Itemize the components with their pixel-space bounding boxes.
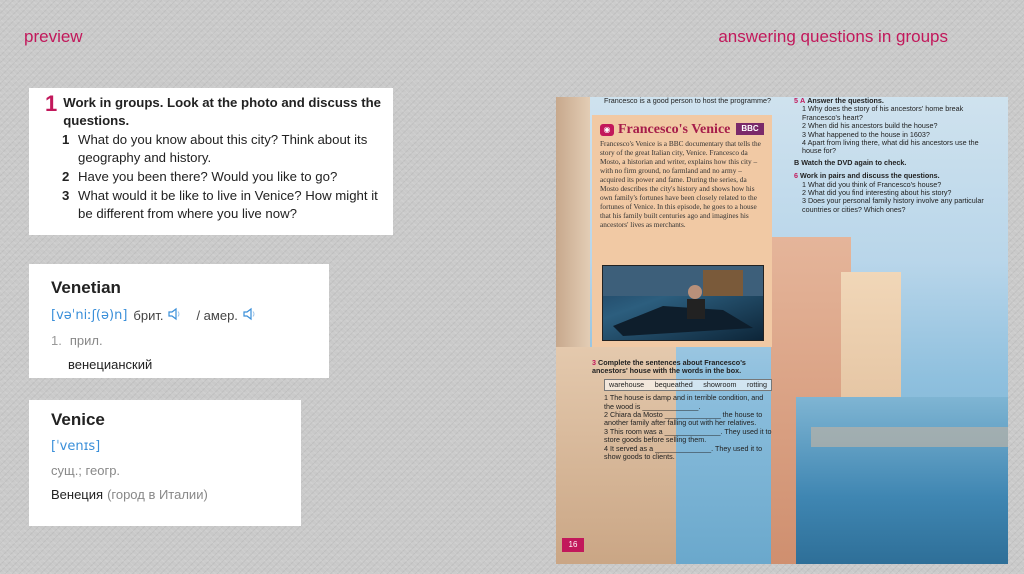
canal-water <box>796 397 1008 564</box>
pronunciation-row <box>51 307 329 324</box>
question-number: 2 <box>62 169 70 184</box>
word: bequeathed <box>654 379 693 389</box>
video-icon: ◉ <box>600 124 614 136</box>
exercise-item: 1 The house is damp and in terrible condition, and the wood is ______________. <box>604 393 764 411</box>
task-heading <box>45 91 385 130</box>
task-instruction: Work in groups. Look at the photo and discuss the questions. <box>63 95 381 128</box>
translation: венецианский <box>68 357 153 372</box>
distant-city <box>811 427 1008 447</box>
bbc-logo: BBC <box>736 123 764 135</box>
question-text: Have you been there? Would you like to go? <box>78 169 338 184</box>
transcription: [ˈvenɪs] <box>51 439 101 454</box>
exercise-item: 4 It served as a ______________. They used it to show goods to clients. <box>604 443 763 462</box>
exercise-number: 5 <box>794 97 798 105</box>
speaker-icon[interactable] <box>243 307 259 324</box>
question-text: What do you know about this city? Think about its geography and history. <box>78 132 368 165</box>
question-text: What would it be like to live in Venice? How might it be different from where you live now? <box>78 188 378 221</box>
brit-label: брит. <box>133 308 164 323</box>
question-number: 1 <box>62 132 70 147</box>
exercise-item: 1 Why does the story of his ancestors' home break Francesco's heart? <box>802 104 964 122</box>
info-box <box>592 115 772 347</box>
page-number: 16 <box>562 538 584 552</box>
exercise-number: 6 <box>794 171 798 181</box>
word: warehouse <box>609 379 645 389</box>
exercise-title: Answer the questions. <box>807 97 884 105</box>
exercise-item: 3 This room was a ______________. They used it to store goods before selling them. <box>604 426 772 445</box>
preview-label: preview <box>24 27 83 46</box>
task-number: 1 <box>45 91 58 116</box>
exercise-item: 1 What did you think of Francesco's house? <box>802 179 942 189</box>
exercise-5b: B Watch the DVD again to check. <box>794 157 907 167</box>
part-of-speech-text: сущ.; геогр. <box>51 463 121 478</box>
amer-label: / амер. <box>196 308 238 323</box>
translation-note: (город в Италии) <box>107 487 208 502</box>
exercise-number: 3 <box>592 358 596 367</box>
task-question <box>62 187 385 223</box>
exercise-item: 2 When did his ancestors build the house? <box>802 121 938 131</box>
task-question <box>62 168 385 186</box>
exercise-title: Work in pairs and discuss the questions. <box>800 171 940 181</box>
exercise-item: 2 Chiara da Mosto ______________ the house to another family after falling out with her relatives. <box>604 410 763 428</box>
textbook-page <box>556 97 1008 564</box>
exercise-item: 2 What did you find interesting about his story? <box>802 188 952 198</box>
top-question: Francesco is a good person to host the programme? <box>604 97 772 105</box>
exercise-item: 3 What happened to the house in 1603? <box>802 129 930 139</box>
exercise-letter: A <box>800 97 806 105</box>
speaker-icon[interactable] <box>168 307 184 324</box>
translation-row <box>51 487 301 502</box>
exercise-3-heading <box>592 359 772 376</box>
sense-number: 1. <box>51 333 62 348</box>
exercise-item: 3 Does your personal family history involve any particular countries or cities? Which ones? <box>802 196 984 214</box>
dictionary-word: Venetian <box>51 278 121 297</box>
dictionary-word: Venice <box>51 410 105 429</box>
exercise-item: 4 Apart from living there, what did his ancestors use the house for? <box>802 138 979 156</box>
pronunciation-row <box>51 439 301 454</box>
dictionary-card-venice <box>29 400 301 526</box>
part-of-speech: прил. <box>69 333 103 348</box>
word: showroom <box>703 379 737 389</box>
question-number: 3 <box>62 188 70 203</box>
exercise-3 <box>592 359 772 461</box>
gondola-photo <box>602 265 764 341</box>
answering-questions-label: answering questions in groups <box>718 27 948 46</box>
translation: Венеция <box>51 487 104 502</box>
info-title: Francesco's Venice <box>618 122 731 137</box>
word-box <box>604 379 772 391</box>
transcription: [vəˈniːʃ(ə)n] <box>51 308 128 323</box>
task-question <box>62 131 385 167</box>
word: rotting <box>747 379 767 389</box>
info-text: Francesco's Venice is a BBC documentary that tells the story of the great Italian city, Venice. Francesco da Mosto, a historian and writer, explains how this city – with no firm ground, no farmland and no army – acquired its power and fame. During the series, da Mosto describes the city's history and shows how his own family's fortunes have been closely related to the fortunes of Venice. In this episode, he goes to a house that his family built centuries ago and imagines his ancestors' lives as merchants. <box>600 139 761 229</box>
task-card <box>29 88 393 235</box>
exercise-title: Complete the sentences about Francesco's ancestors' house with the words in the box. <box>592 358 746 376</box>
sense-row <box>51 333 329 348</box>
part-of-speech <box>51 463 301 478</box>
dictionary-card-venetian <box>29 264 329 378</box>
right-column <box>794 97 984 214</box>
